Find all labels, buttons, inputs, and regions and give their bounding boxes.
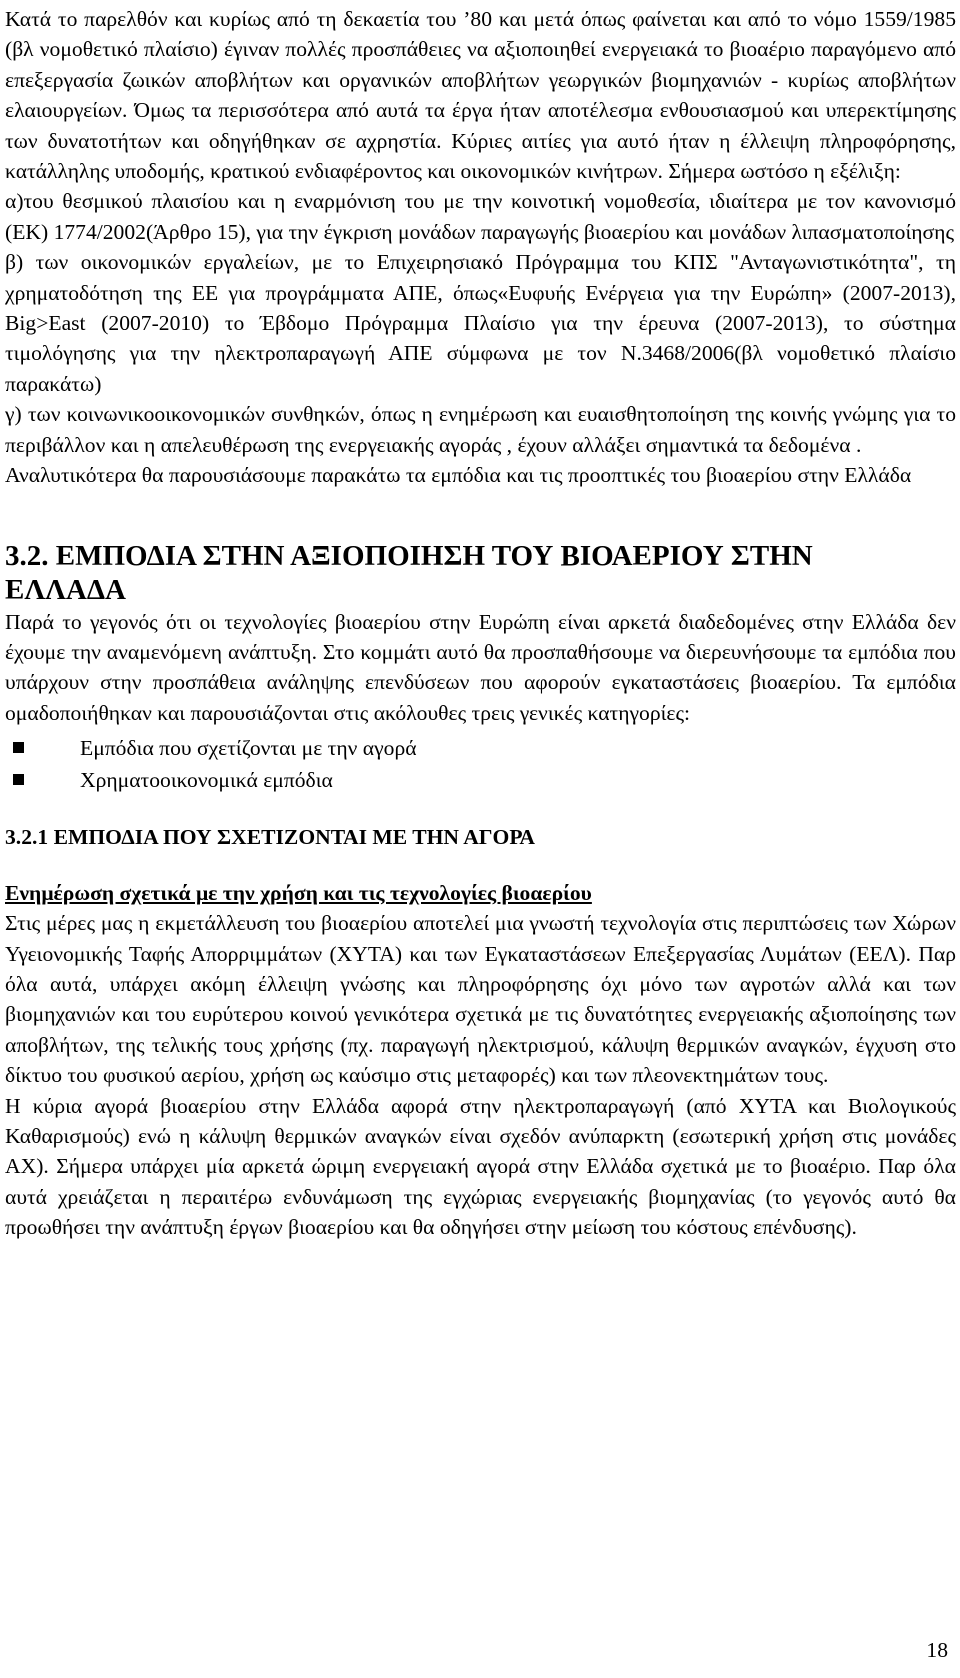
barrier-category-list: [5, 732, 956, 796]
document-page: [5, 4, 956, 1243]
section-3-2-paragraph: Παρά το γεγονός ότι οι τεχνολογίες βιοαερίου στην Ευρώπη είναι αρκετά διαδεδομένες στην Ελλάδα δεν έχουμε την αναμενόμενη ανάπτυξη. Στο κομμάτι αυτό θα προσπαθήσουμε να διερευνήσουμε τα εμπόδια που υπάρχουν στην προσπάθεια ανάληψης επενδύσεων που αφορούν εγκαταστάσεις βιοαερίου. Τα εμπόδια ομαδοποιήθηκαν και παρουσιάζονται στις ακόλουθες τρεις γενικές κατηγορίες:: [5, 609, 956, 725]
page-number: 18: [926, 1638, 948, 1662]
section-3-2-heading: [5, 539, 956, 607]
awareness-paragraph: Στις μέρες μας η εκμετάλλευση του βιοαερίου αποτελεί μια γνωστή τεχνολογία στις περιπτώσεις των Χώρων Υγειονομικής Ταφής Απορριμμάτων (ΧΥΤΑ) και των Εγκαταστάσεων Επεξεργασίας Λυμάτων (ΕΕΛ). Παρ όλα αυτά, υπάρχει ακόμη έλλειψη γνώσης και πληροφόρησης όχι μόνο των αγροτών αλλά και των βιομηχανιών και του ευρύτερου κοινού γενικότερα σχετικά με τις δυνατότητες ενεργειακής αξιοποίησης των αποβλήτων, της τελικής τους χρήσης (πχ. παραγωγή ηλεκτρισμού, κάλυψη θερμικών αναγκών, έγχυση στο δίκτυο του φυσικού αερίου, χρήση ως καύσιμο στις μεταφορές) και των πλεονεκτημάτων τους.: [5, 911, 956, 1088]
list-item: [5, 732, 956, 764]
market-paragraph: Η κύρια αγορά βιοαερίου στην Ελλάδα αφορά στην ηλεκτροπαραγωγή (από ΧΥΤΑ και Βιολογικούς Καθαρισμούς) ενώ η κάλυψη θερμικών αναγκών είναι σχεδόν ανύπαρκτη (εσωτερική χρήση στις μονάδες ΑΧ). Σήμερα υπάρχει μία αρκετά ώριμη ενεργειακή αγορά στην Ελλάδα σχετικά με το βιοαέριο. Παρ όλα αυτά χρειάζεται η περαιτέρω ενδυνάμωση της εγχώριας ενεργειακής βιομηχανίας (το γεγονός αυτό θα προωθήσει την ανάπτυξη έργων βιοαερίου και θα οδηγήσει στην μείωση του κόστους επένδυσης).: [5, 1093, 956, 1240]
list-item-label: Εμπόδια που σχετίζονται με την αγορά: [80, 736, 417, 761]
intro-paragraph-outlook: Αναλυτικότερα θα παρουσιάσουμε παρακάτω τα εμπόδια και τις προοπτικές του βιοαερίου στην Ελλάδα: [5, 463, 912, 488]
section-3-2-1-heading: 3.2.1 ΕΜΠΟΔΙΑ ΠΟΥ ΣΧΕΤΙΖΟΝΤΑΙ ΜΕ ΤΗΝ ΑΓΟΡΑ: [5, 825, 535, 850]
intro-paragraph-history: Κατά το παρελθόν και κυρίως από τη δεκαετία του ’80 και μετά όπως φαίνεται και από το νόμο 1559/1985 (βλ νομοθετικό πλαίσιο) έγιναν πολλές προσπάθειες να αξιοποιηθεί ενεργειακά το βιοαέριο παραγόμενο από επεξεργασία ζωικών αποβλήτων και οργανικών αποβλήτων γεωργικών βιομηχανιών - κυρίως αποβλήτων ελαιουργείων. Όμως τα περισσότερα από αυτά τα έργα ήταν αποτέλεσμα ενθουσιασμού και υπερεκτίμησης των δυνατοτήτων και οδηγήθηκαν σε αχρηστία. Κύριες αιτίες για αυτό ήταν η έλλειψη πληροφόρησης, κατάλληλης υποδομής, κρατικού ενδιαφέροντος και οικονομικών κινήτρων. Σήμερα ωστόσο η εξέλιξη:: [5, 7, 956, 184]
list-item: [5, 764, 956, 796]
section-3-2-heading-line2: ΕΛΛΑΔΑ: [5, 573, 126, 606]
square-bullet-icon: [13, 774, 24, 785]
intro-paragraph-financial: β) των οικονομικών εργαλείων, με το Επιχειρησιακό Πρόγραμμα του ΚΠΣ "Ανταγωνιστικότητα", τη χρηματοδότηση της ΕΕ για προγράμματα ΑΠΕ, όπως«Ευφυής Ενέργεια για την Ευρώπη» (2007-2013), Big>East (2007-2010) το Έβδομο Πρόγραμμα Πλαίσιο για την έρευνα (2007-2013), το σύστημα τιμολόγησης για την ηλεκτροπαραγωγή ΑΠΕ σύμφωνα με τον Ν.3468/2006(βλ νομοθετικό πλαίσιο παρακάτω): [5, 250, 956, 396]
list-item-label: Χρηματοοικονομικά εμπόδια: [80, 768, 333, 793]
section-3-2-heading-line1: 3.2. ΕΜΠΟΔΙΑ ΣΤΗΝ ΑΞΙΟΠΟΙΗΣΗ ΤΟΥ ΒΙΟΑΕΡΙΟΥ ΣΤΗΝ: [5, 539, 813, 572]
intro-paragraph-institutional: α)του θεσμικού πλαισίου και η εναρμόνιση του με την κοινοτική νομοθεσία, ιδιαίτερα με τον κανονισμό (ΕΚ) 1774/2002(Άρθρο 15), για την έγκριση μονάδων παραγωγής βιοαερίου και μονάδων λιπασματοποίησης: [5, 189, 956, 244]
intro-paragraph-social: γ) των κοινωνικοοικονομικών συνθηκών, όπως η ενημέρωση και ευαισθητοποίηση της κοινής γνώμης για το περιβάλλον και η απελευθέρωση της ενεργειακής αγοράς , έχουν αλλάξει σημαντικά τα δεδομένα .: [5, 402, 956, 457]
square-bullet-icon: [13, 742, 24, 753]
topic-heading-awareness: Ενημέρωση σχετικά με την χρήση και τις τεχνολογίες βιοαερίου: [5, 881, 592, 906]
